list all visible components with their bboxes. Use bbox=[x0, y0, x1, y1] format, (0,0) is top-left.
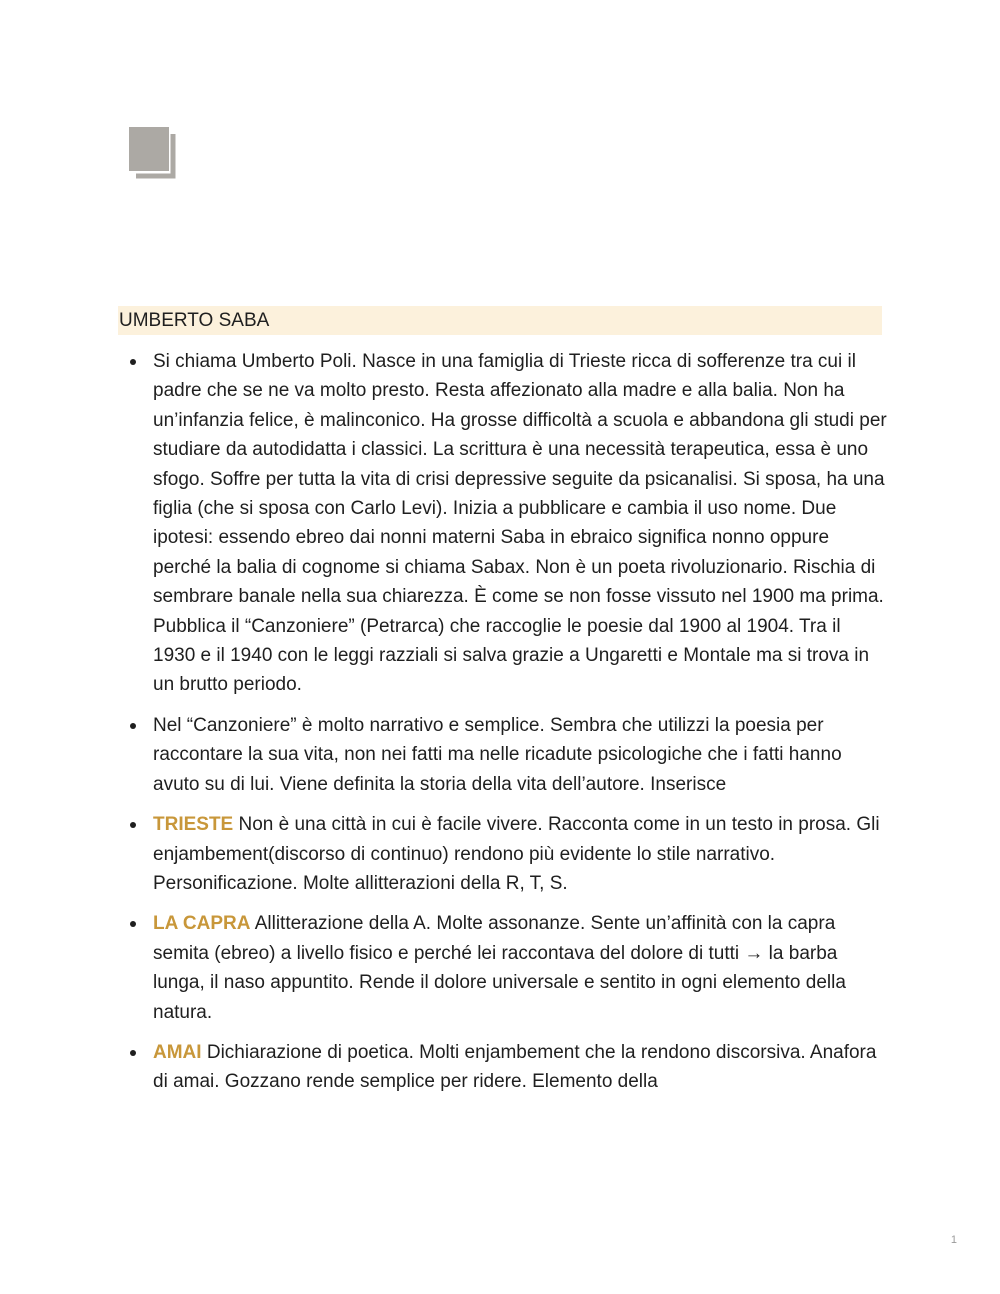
list-item bbox=[118, 1038, 888, 1097]
item-text: Dichiarazione di poetica. Molti enjambement che la rendono discorsiva. Anafora di amai. Gozzano rende semplice per ridere. Elemento della bbox=[153, 1041, 877, 1093]
item-text: Allitterazione della A. Molte assonanze. Sente un’affinità con la capra semita (ebreo) a livello fisico e perché lei raccontava del dolore di tutti → la barba lunga, il naso appuntito. Rende il dolore universale e sentito in ogni elemento della natura. bbox=[153, 913, 846, 1023]
item-text: Non è una città in cui è facile vivere. Racconta come in un testo in prosa. Gli enjambement(discorso di continuo) rendono più evidente lo stile narrativo. Personificazione. Molte allitterazioni della R, T, S. bbox=[153, 814, 880, 894]
page-number: 1 bbox=[950, 1234, 957, 1246]
section-heading: UMBERTO SABA bbox=[118, 306, 882, 335]
notes-list bbox=[118, 347, 888, 1108]
list-item bbox=[118, 810, 888, 898]
item-text: Nel “Canzoniere” è molto narrativo e semplice. Sembra che utilizzi la poesia per raccontare la sua vita, non nei fatti ma nelle ricadute psicologiche che i fatti hanno avuto su di lui. Viene definita la storia della vita dell’autore. Inserisce bbox=[153, 714, 842, 795]
list-item bbox=[118, 347, 888, 700]
item-keyword: LA CAPRA bbox=[153, 913, 251, 935]
item-text: Si chiama Umberto Poli. Nasce in una famiglia di Trieste ricca di sofferenze tra cui il padre che se ne va molto presto. Resta affezionato alla madre e alla balia. Non ha un’infanzia felice, è malinconico. Ha grosse difficoltà a scuola e abbandona gli studi per studiare da autodidatta i classici. La scrittura è una necessità terapeutica, essa è uno sfogo. Soffre per tutta la vita di crisi depressive seguite da psicanalisi. Si sposa, ha una figlia (che si sposa con Carlo Levi). Inizia a pubblicare e cambia il uso nome. Due ipotesi: essendo ebreo dai nonni materni Saba in ebraico significa nonno oppure perché la balia di cognome si chiama Sabax. Non è un poeta rivoluzionario. Rischia di sembrare banale nella sua chiarezza. È come se non fosse vissuto nel 1900 ma prima. Pubblica il “Canzoniere” (Petrarca) che raccoglie le poesie dal 1900 al 1904. Tra il 1930 e il 1940 con le leggi razziali si salva grazie a Ungaretti e Montale ma si trova in un brutto periodo. bbox=[153, 351, 887, 696]
list-item bbox=[118, 909, 888, 1027]
document-icon bbox=[128, 126, 178, 180]
item-keyword: AMAI bbox=[153, 1041, 202, 1063]
list-item bbox=[118, 711, 888, 799]
item-keyword: TRIESTE bbox=[153, 814, 234, 836]
